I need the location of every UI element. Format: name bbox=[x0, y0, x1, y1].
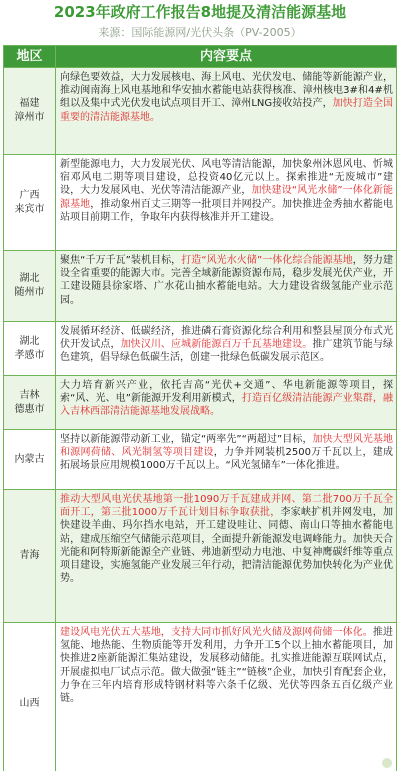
table-header bbox=[4, 46, 396, 68]
watermark-logo bbox=[382, 758, 394, 768]
table-row bbox=[4, 155, 396, 251]
page-title: 2023年政府工作报告8地提及清洁能源基地 bbox=[53, 3, 347, 21]
table-row bbox=[4, 430, 396, 490]
region-label: 来宾市 bbox=[14, 203, 45, 215]
highlighted-text: 加快汉川、应城新能源百万千瓦基地建设。 bbox=[120, 339, 313, 351]
content-text: 大力培育新兴产业，依托吉高“光伏+交通”、华电新能源等项目，探索“风、光、电”新能源开发利用新模式， bbox=[60, 380, 393, 405]
column-header-content: 内容要点 bbox=[199, 49, 252, 64]
table-row bbox=[4, 490, 396, 623]
content-cell bbox=[56, 623, 396, 771]
highlighted-text: 推动大型风电光伏基地第一批1090万千瓦建成并网、第二批700万千瓦全面开工，第三批1000万千瓦计划目标争取获批， bbox=[60, 494, 393, 519]
region-cell bbox=[4, 490, 56, 622]
sun-icon bbox=[382, 758, 392, 768]
region-label: 随州市 bbox=[14, 287, 45, 298]
region-label: 湖北 bbox=[19, 335, 40, 347]
content-text: ，努力建设全省重要的能源大市。完善全域新能源资源布局，稳步发展光伏产业，开工建设随县徐家塔、广水花山抽水蓄能电站。大力建设省级氢能产业示范园。 bbox=[60, 255, 393, 306]
table-row bbox=[4, 68, 396, 155]
table-row bbox=[4, 623, 396, 771]
region-cell bbox=[4, 430, 56, 489]
region-cell bbox=[4, 155, 56, 250]
table-row bbox=[4, 251, 396, 322]
region-cell bbox=[4, 322, 56, 375]
highlighted-text: 打造百亿级清洁能源产业集群，融入吉林西部清洁能源基地发展战略。 bbox=[60, 393, 393, 418]
highlighted-text: 建设风电光伏五大基地，支持大同市抓好风光火储及源网荷储一体化。 bbox=[60, 627, 373, 638]
source-line: 来源：国际能源网/光伏头条（PV-2005） bbox=[98, 26, 302, 39]
region-label: 德惠市 bbox=[14, 403, 45, 415]
column-header-region: 地区 bbox=[4, 46, 56, 67]
region-label: 山西 bbox=[19, 697, 40, 709]
content-text: 李家峡扩机并网发电，加快建设羊曲、玛尔挡水电站，开工建设哇让、同德、南山口等抽水蓄能电站，建成压缩空气储能示范项目，全面提升新能源发电调峰能力。加快天合光能和阿特斯新能源全产业链、弗迪新型动力电池、中复神鹰碳纤维等重点项目建设，实施氢能产业发展三年行动，把清洁能源优势加快转化为产业优势。 bbox=[60, 507, 393, 585]
content-cell bbox=[56, 490, 396, 622]
content-cell bbox=[56, 155, 396, 250]
region-label: 湖北 bbox=[19, 273, 40, 284]
content-text: 发展循环经济、低碳经济，推进磷石膏资源化综合利用和整县屋顶分布式光伏开发试点， bbox=[60, 326, 393, 351]
highlighted-text: 加快建设“风光水储”一体化新能源基地 bbox=[60, 185, 393, 210]
table-row bbox=[4, 322, 396, 376]
table-body bbox=[4, 68, 396, 771]
highlighted-text: 加快大型风光基地和源网荷储、风光制氢等项目建设 bbox=[60, 434, 393, 459]
table-row bbox=[4, 376, 396, 430]
content-cell bbox=[56, 322, 396, 375]
region-label: 漳州市 bbox=[14, 112, 45, 123]
highlighted-text: 加快打造全国重要的清洁能源基地。 bbox=[60, 98, 393, 123]
region-label: 孝感市 bbox=[14, 349, 45, 361]
content-cell bbox=[56, 251, 396, 321]
content-text: 坚持以新能源带动新工业，锚定“两率先”“两超过”目标， bbox=[60, 434, 313, 445]
content-text: 推进氢能、地热能、生物质能等开发利用，力争开工5个以上抽水蓄能项目，加快推进2座新能源汇集站建设，发展移动储能。扎实推进能源互联网试点，开展虚拟电厂试点示范。做大做强“链主”“链核”企业，加快引育配套企业，力争在三年内培育形成特钢材料等六条千亿级、光伏等四条五百亿级产业链。 bbox=[60, 627, 393, 705]
content-text: ，推动象州百丈三期等一批项目并网投产。加快推进金秀抽水蓄能电站项目前期工作，争取年内获得核准并开工建设。 bbox=[60, 198, 393, 223]
policy-table bbox=[3, 45, 397, 771]
region-label: 福建 bbox=[19, 98, 40, 109]
region-cell bbox=[4, 376, 56, 429]
highlighted-text: 打造“风光水火储”一体化综合能源基地 bbox=[181, 255, 353, 266]
region-label: 青海 bbox=[19, 550, 40, 561]
content-cell bbox=[56, 376, 396, 429]
content-text: 新型能源电力，大力发展光伏、风电等清洁能源，加快象州沐恩风电、忻城宿邓风电二期等项目建设，总投资40亿元以上。探索推进“无废城市”建设，大力发展风电、光伏等清洁能源产业， bbox=[60, 159, 393, 197]
content-text: 向绿色要效益，大力发展核电、海上风电、光伏发电、储能等新能源产业，推动闽南海上风电基地和华安抽水蓄能电站获得核准、漳州核电3#和4#机组以及集中式光伏发电试点项目开工、漳州LNG接收站投产， bbox=[60, 72, 393, 110]
content-text: 聚焦“千万千瓦”装机目标， bbox=[60, 255, 182, 266]
region-label: 广西 bbox=[19, 189, 40, 201]
region-label: 吉林 bbox=[19, 389, 40, 401]
content-text: 推广建筑节能与绿色建筑，倡导绿色低碳生活，创建一批绿色低碳发展示范区。 bbox=[60, 339, 393, 364]
content-cell bbox=[56, 68, 396, 154]
content-cell bbox=[56, 430, 396, 489]
region-label: 内蒙古 bbox=[14, 453, 45, 465]
region-cell bbox=[4, 623, 56, 771]
region-cell bbox=[4, 68, 56, 154]
region-cell bbox=[4, 251, 56, 321]
content-text: ，力争并网装机2500万千瓦以上，建成拓展场景应用规模1000万千瓦以上。“风光氢储车”一体化推进。 bbox=[60, 447, 394, 472]
